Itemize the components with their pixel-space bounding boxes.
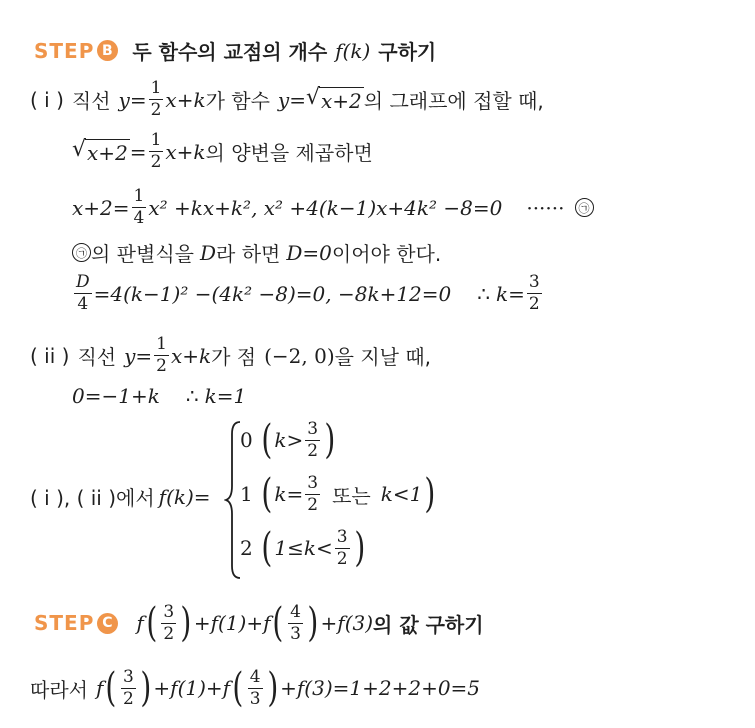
frac-num: 1	[133, 186, 145, 206]
frac-num: D	[76, 272, 90, 292]
fraction	[248, 666, 263, 709]
piecewise-row-1: 0 ( k> $\frac{3}{2}$ )	[240, 417, 336, 463]
sqrt-body: x+2	[321, 88, 362, 113]
case2-intro-pre: 직선	[77, 345, 117, 369]
fraction	[527, 274, 542, 313]
step-c-f: f	[136, 611, 144, 635]
final-mid1: +f(1)+f	[153, 676, 231, 700]
frac-num: 3	[336, 526, 348, 547]
case1-disc-text2: 라 하면	[216, 242, 281, 266]
frac-num: 3	[122, 666, 134, 687]
case2-line-lhs: y=	[124, 343, 153, 368]
case1-disc-text: 의 판별식을	[91, 242, 194, 266]
fraction	[121, 666, 136, 709]
case2-eq-text: 0=−1+k	[72, 384, 160, 408]
fraction	[149, 132, 164, 171]
frac-den: 2	[122, 688, 134, 709]
case2-intro	[30, 336, 431, 375]
case1-eq1-rest: x+k	[165, 139, 206, 164]
case2-intro-mid: 가 점	[211, 345, 257, 369]
circled-ref: ㉠	[575, 198, 594, 217]
fraction	[305, 418, 320, 461]
case1-eq2-dots: ······	[526, 195, 565, 220]
case1-eq2-a: x+2=	[72, 195, 130, 220]
step-b-letter: B	[97, 40, 118, 61]
step-b-fn: f(k)	[335, 38, 371, 63]
step-b-tail: 구하기	[378, 40, 437, 64]
frac-den: 3	[249, 688, 261, 709]
final-line: 따라서 f ( $\frac{3}{2}$ ) +f(1)+f ( $\frac{4}{3}$ ) +f(3)=1+2+2+0=5	[30, 665, 481, 711]
frac-num: 1	[150, 130, 162, 150]
frac-den: 2	[336, 548, 348, 569]
case1-line-lhs: y=	[118, 87, 147, 112]
piece-or: 또는	[332, 483, 371, 508]
frac-den: 2	[307, 440, 319, 461]
case1-func-lhs: y=	[277, 87, 306, 112]
final-mid2: +f(3)=1+2+2+0=5	[280, 676, 481, 700]
case1-eq2	[72, 188, 594, 227]
summary-label-row	[30, 482, 211, 511]
final-prefix: 따라서	[30, 677, 88, 702]
sqrt: √ x+2	[305, 84, 362, 113]
piece-value: 0	[240, 428, 253, 452]
piece-value: 2	[240, 536, 253, 560]
case1-marker: ( i )	[30, 87, 64, 112]
therefore: ∴	[477, 281, 490, 306]
fraction	[154, 336, 169, 375]
case1-intro-mid: 가 함수	[205, 89, 270, 113]
frac-den: 3	[290, 623, 301, 644]
step-c-badge: STEP C	[34, 611, 118, 635]
frac-num: 3	[307, 472, 319, 493]
circled-ref: ㉠	[72, 243, 91, 262]
eq-sign: =	[129, 139, 147, 164]
frac-num: 3	[163, 601, 175, 622]
case1-k-eq: k=	[496, 281, 525, 306]
fraction	[132, 188, 147, 227]
summary-fn: f(k)=	[158, 484, 211, 509]
case1-disc-d: D	[199, 240, 217, 265]
piece-cond: k>	[274, 428, 304, 452]
fraction	[335, 526, 350, 569]
case2-line-rest: x+k	[170, 343, 212, 368]
frac-den: 2	[307, 494, 319, 515]
sqrt: √ x+2	[72, 136, 128, 165]
case1-disc	[72, 238, 441, 267]
piece-value: 1	[240, 482, 253, 506]
frac-den: 2	[528, 294, 540, 314]
summary-label: ( i ), ( ii )에서	[30, 486, 155, 510]
case1-disc-text3: 이어야 한다.	[331, 242, 442, 266]
frac-den: 4	[133, 208, 145, 228]
frac-den: 2	[163, 623, 175, 644]
case1-intro-pre: 직선	[71, 89, 111, 113]
case2-point: (−2, 0)	[264, 343, 335, 368]
step-b-heading	[34, 36, 436, 65]
step-b-badge: STEP B	[34, 39, 118, 63]
case2-marker: ( ii )	[30, 343, 70, 368]
frac-den: 4	[77, 294, 89, 314]
step-b-title: 두 함수의 교점의 개수	[132, 40, 328, 64]
case1-eq1	[72, 132, 373, 171]
fraction	[161, 601, 176, 644]
frac-num: 3	[528, 272, 540, 292]
case1-eq1-text: 의 양변을 제곱하면	[205, 141, 373, 165]
final-f: f	[95, 676, 104, 700]
frac-num: 3	[307, 418, 319, 439]
case2-result: k=1	[204, 384, 247, 408]
piecewise-row-3: 2 ( 1≤k< $\frac{3}{2}$ )	[240, 525, 365, 571]
step-c-tail: 의 값 구하기	[373, 612, 484, 637]
piecewise-row-2: 1 ( k= $\frac{3}{2}$ 또는 k<1 )	[240, 471, 436, 517]
sqrt-body: x+2	[87, 140, 128, 165]
piece-cond: 1≤k<	[274, 536, 333, 560]
case1-eq2-b: x² +kx+k², x² +4(k−1)x+4k² −8=0	[148, 195, 503, 220]
case1-intro-post: 의 그래프에 접할 때,	[363, 89, 544, 113]
fraction	[305, 472, 320, 515]
case1-intro	[30, 80, 544, 119]
frac-num: 1	[150, 78, 162, 98]
case1-d4	[72, 274, 544, 313]
fraction	[149, 80, 164, 119]
case2-intro-post: 을 지날 때,	[334, 345, 432, 369]
piece-cond: k=	[274, 482, 304, 506]
step-c-mid1: +f(1)+f	[193, 611, 271, 635]
therefore: ∴	[185, 384, 199, 408]
step-c-heading: STEP C f ( $\frac{3}{2}$ ) +f(1)+f ( $\frac{4}{3}$ ) +f(3) 의 값 구하기	[34, 600, 484, 646]
step-c-letter: C	[97, 613, 118, 634]
frac-den: 2	[150, 100, 162, 120]
frac-den: 2	[150, 152, 162, 172]
fraction	[288, 601, 303, 644]
frac-num: 4	[290, 601, 301, 622]
case1-line-rest: x+k	[165, 87, 206, 112]
frac-den: 2	[156, 356, 167, 376]
step-c-mid2: +f(3)	[320, 611, 374, 635]
case1-d4-rest: =4(k−1)² −(4k² −8)=0, −8k+12=0	[93, 281, 452, 306]
frac-num: 4	[249, 666, 261, 687]
frac-num: 1	[156, 334, 167, 354]
piece-cond-b: k<1	[380, 482, 423, 506]
fraction	[74, 274, 92, 313]
case2-eq	[72, 384, 246, 408]
case1-disc-cond: D=0	[286, 240, 332, 265]
